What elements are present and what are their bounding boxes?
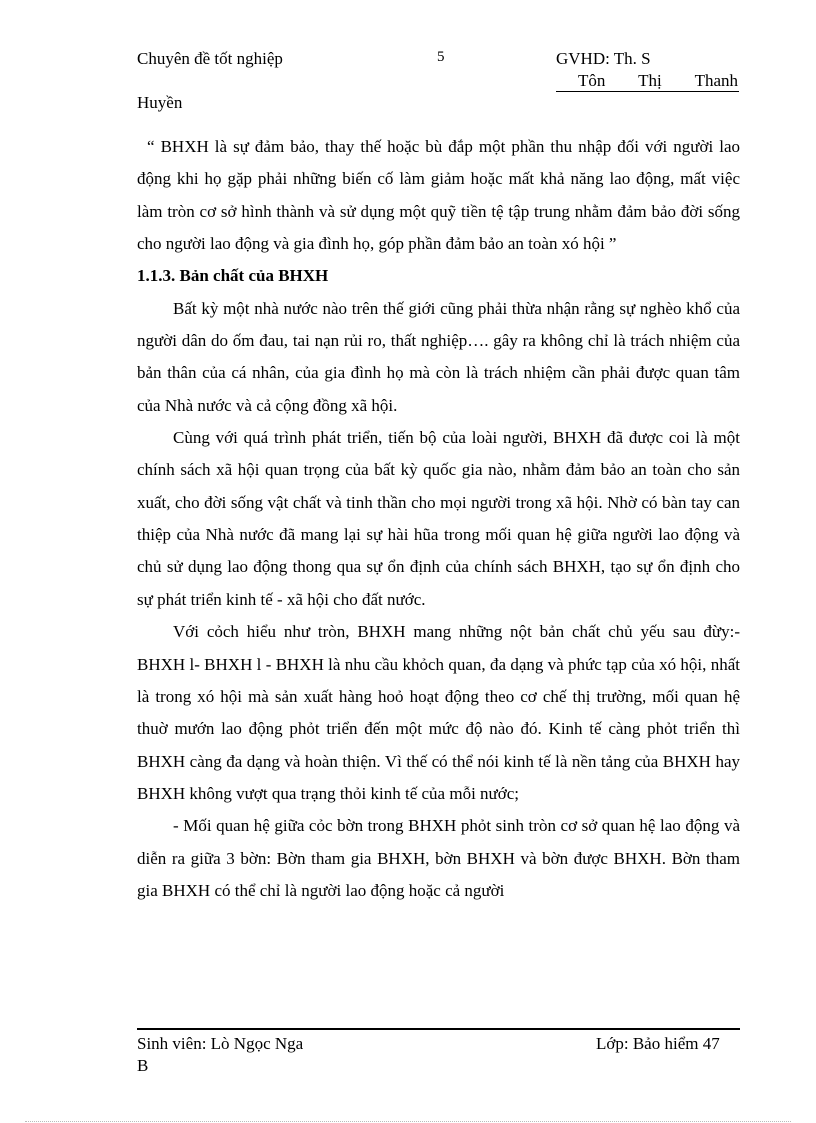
student-name-continued: B — [137, 1056, 149, 1075]
body-paragraph: Với cỏch hiểu như tròn, BHXH mang những nột bản chất chủ yếu sau đừy:- BHXH l- BHXH l - BHXH là nhu cầu khỏch quan, đa dạng và phức tạp của xó hội, nhất là trong xó hội mà sản xuất hàng hoỏ hoạt động theo cơ chế thị trường, mối quan hệ thuờ mướn lao động phỏt triển đến một mức độ nào đó. Kinh tế càng phỏt triển thì BHXH càng đa dạng và hoàn thiện. Vì thế có thể nói kinh tế là nền tảng của BHXH hay BHXH không vượt qua trạng thỏi kinh tế của mỗi nước; — [137, 622, 740, 803]
page-edge-divider — [25, 1121, 791, 1122]
class-name: Lớp: Bảo hiểm 47 — [596, 1034, 720, 1053]
header-rule — [556, 91, 739, 92]
definition-quote: “ BHXH là sự đảm bảo, thay thế hoặc bù đắp một phần thu nhập đối với người lao động khi họ gặp phải những biến cố làm giảm hoặc mất khả năng lao động, mất việc làm tròn cơ sở hình thành và sử dụng một quỹ tiền tệ tập trung nhằm đảm bảo đời sống cho người lao động và gia đình họ, góp phần đảm bảo an toàn xó hội ” — [137, 137, 740, 254]
footer-rule — [137, 1028, 740, 1030]
page-body — [137, 131, 740, 907]
body-paragraph: - Mối quan hệ giữa cỏc bờn trong BHXH phỏt sinh tròn cơ sở quan hệ lao động và diễn ra giữa 3 bờn: Bờn tham gia BHXH, bờn BHXH và bờn được BHXH. Bờn tham gia BHXH có thể chỉ là người lao động hoặc cả người — [137, 816, 740, 900]
advisor-label: GVHD: Th. S — [556, 49, 651, 68]
document-title: Chuyên đề tốt nghiệp — [137, 49, 283, 68]
page-number: 5 — [437, 49, 445, 65]
advisor-name — [578, 71, 738, 91]
advisor-name-word: Thanh — [694, 71, 738, 90]
body-paragraph: Cùng với quá trình phát triển, tiến bộ của loài người, BHXH đã được coi là một chính sách xã hội quan trọng của bất kỳ quốc gia nào, nhằm đảm bảo an toàn cho sản xuất, cho đời sống vật chất và tinh thần cho mọi người trong xã hội. Nhờ có bàn tay can thiệp của Nhà nước đã mang lại sự hài hũa trong mối quan hệ giữa người lao động và chủ sử dụng lao động thong qua sự ổn định của chính sách BHXH, tạo sự ổn định cho sự phát triển kinh tế - xã hội cho đất nước. — [137, 428, 740, 609]
advisor-name-continued: Huyền — [137, 93, 183, 112]
advisor-name-word: Tôn — [578, 71, 606, 90]
advisor-name-word: Thị — [638, 71, 662, 90]
body-paragraph: Bất kỳ một nhà nước nào trên thế giới cũng phải thừa nhận rằng sự nghèo khổ của người dân do ốm đau, tai nạn rủi ro, thất nghiệp…. gây ra không chỉ là trách nhiệm của bản thân của cá nhân, của gia đình họ mà còn là trách nhiệm cần phải được quan tâm của Nhà nước và cả cộng đồng xã hội. — [137, 298, 740, 415]
section-heading: 1.1.3. Bản chất của BHXH — [137, 266, 329, 286]
student-name: Sinh viên: Lò Ngọc Nga — [137, 1034, 304, 1053]
